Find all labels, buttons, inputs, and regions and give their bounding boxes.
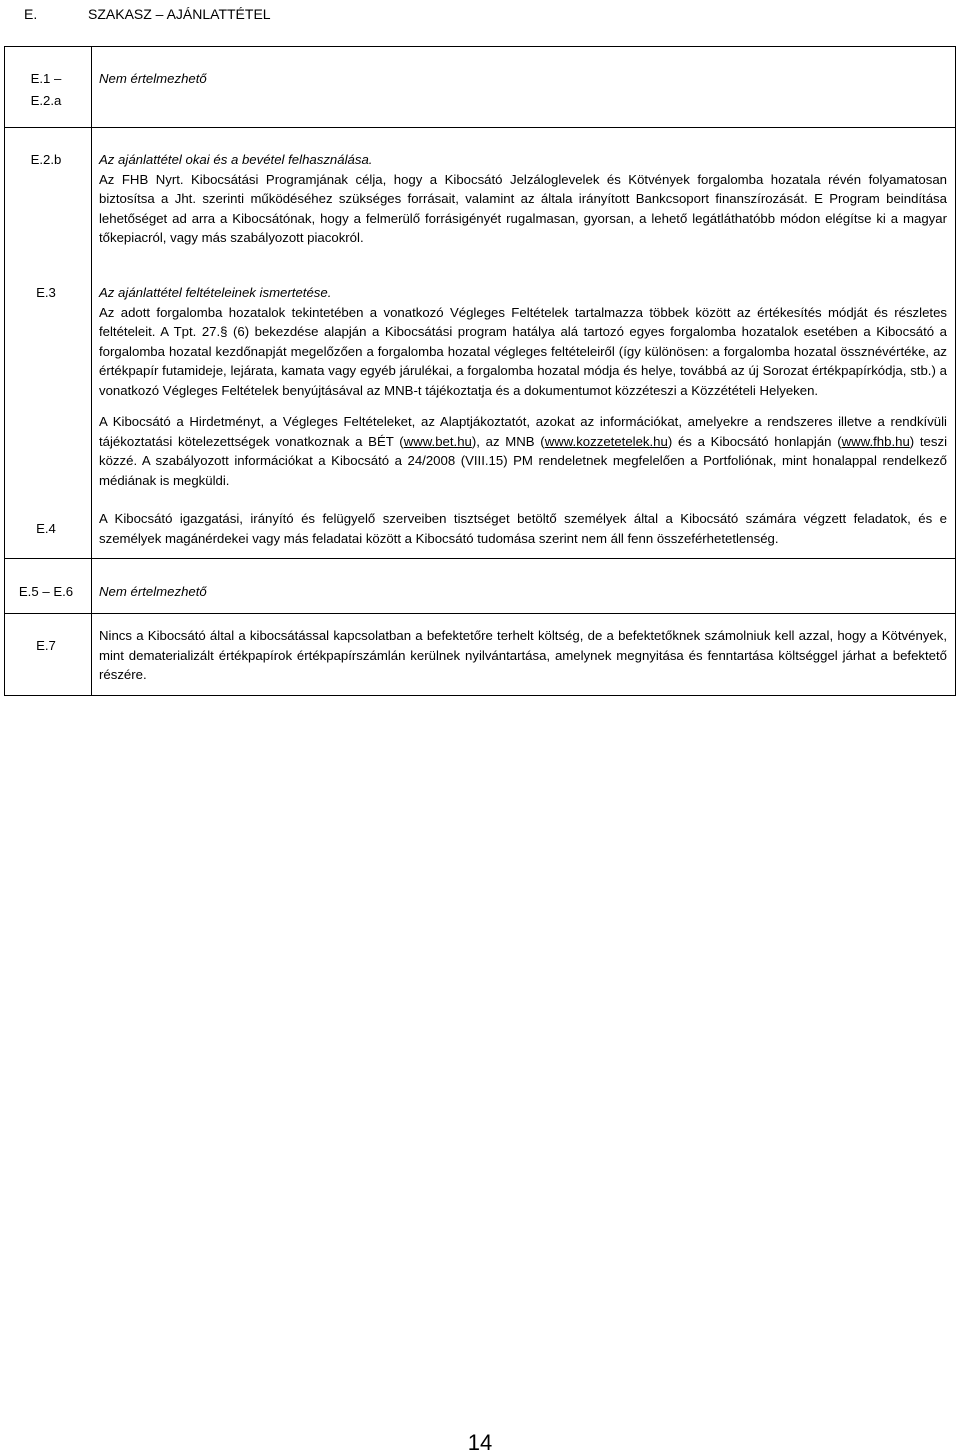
row-label-e4: E.4 <box>36 521 56 536</box>
row-label-e1-line1: E.1 – <box>30 71 62 86</box>
row-divider <box>5 613 955 614</box>
row-label-e1 <box>5 69 87 110</box>
row-text-e5: Nem értelmezhető <box>99 584 207 599</box>
paragraph-text: ) teszi közzé. A szabályozott információkat a Kibocsátó a 24/2008 (VIII.15) PM rendeletnek megfelelően a Portfoliónak, mint honalappal rendelkező médiának is megküldi. <box>99 433 948 488</box>
section-title: SZAKASZ – AJÁNLATTÉTEL <box>88 6 271 22</box>
kozzetetelek-link[interactable]: www.kozzetetelek.hu <box>544 433 668 449</box>
paragraph-text: ), az MNB ( <box>471 433 545 449</box>
row-heading-e2b: Az ajánlattétel okai és a bevétel felhasználása. <box>99 152 373 167</box>
row-label-e7: E.7 <box>36 638 56 653</box>
row-text-e3: Az adott forgalomba hozatalok tekintetében a vonatkozó Végleges Feltételek tartalmazza többek között az értékesítés módját és részletes feltételeit. A Tpt. 27.§ (6) bekezdése alapján a Kibocsátási program hatálya alá tartozó egyes forgalomba hozatalok esetében a Kibocsátó a forgalomba hozatal kezdőnapját megelőzően a forgalomba hozatal végleges feltételeiről (így különösen: a forgalomba hozatal össznévértéke, az értékpapír futamideje, lejárata, kamata vagy egyéb járulékai, a forgalomba hozatal módja és helye, továbbá az új Sorozat értékpapírkódja, stb.) a vonatkozó Végleges Feltételek benyújtásával az MNB-t tájékoztatja és a dokumentumot közzéteszi a Közzétételi Helyeken. <box>99 304 947 398</box>
row-cell-e3 <box>99 283 947 490</box>
bet-link[interactable]: www.bet.hu <box>403 433 472 449</box>
section-heading <box>24 5 271 23</box>
row-text-e7: Nincs a Kibocsátó által a kibocsátással kapcsolatban a befektetőre terhelt költség, de a befektetőknek számolniuk kell azzal, hogy a Kötvények, mint dematerializált értékpapírok értékpapírszámlán kerülnek nyilvántartása, amelynek megnyitása és fenntartása költséggel járhat a befektető részére. <box>99 628 947 682</box>
row-text-e3-paragraph2 <box>99 412 947 490</box>
row-label-e2b: E.2.b <box>30 152 62 167</box>
row-label-e5: E.5 – E.6 <box>18 584 74 599</box>
section-number: E. <box>24 6 38 22</box>
row-divider <box>5 558 955 559</box>
row-cell-e2b <box>99 150 947 248</box>
column-divider <box>91 47 92 695</box>
row-heading-e3: Az ajánlattétel feltételeinek ismertetése. <box>99 285 332 300</box>
row-label-e3: E.3 <box>36 285 56 300</box>
row-label-e1-line2: E.2.a <box>30 92 62 108</box>
page-number: 14 <box>467 1430 493 1455</box>
paragraph-text: ) és a Kibocsátó honlapján ( <box>667 433 842 449</box>
row-text-e2b: Az FHB Nyrt. Kibocsátási Programjának célja, hogy a Kibocsátó Jelzáloglevelek és Kötvények forgalomba hozatala révén folyamatosan biztosítsa a Jht. szerinti működéséhez szükséges forrásait, valamint az általa irányított Bankcsoport finanszírozását. E Program beindítása lehetőséget ad arra a Kibocsátónak, hogy a felmerülő forrásigényét rugalmasan, gyorsan, a lehető legátláthatóbb módon elégítse ki a magyar tőkepiacról, vagy más szabályozott piacokról. <box>99 171 947 245</box>
paragraph-text: A Kibocsátó a Hirdetményt, a Végleges Feltételeket, az Alaptjákoztatót, azokat az információkat, amelyekre a rendszeres illetve a rendkívüli tájékoztatási kötelezettségek vonatkoznak a BÉT ( <box>99 414 947 449</box>
section-e-table <box>4 46 956 696</box>
row-text-e1: Nem értelmezhető <box>99 71 207 86</box>
row-text-e4: A Kibocsátó igazgatási, irányító és felügyelő szerveiben tisztséget betöltő személyek által a Kibocsátó számára végzett feladatok, és e személyek magánérdekei vagy más feladatai között a Kibocsátó tudomása szerint nem áll fenn összeférhetetlenség. <box>99 511 947 546</box>
row-divider <box>5 127 955 128</box>
fhb-link[interactable]: www.fhb.hu <box>841 433 910 449</box>
